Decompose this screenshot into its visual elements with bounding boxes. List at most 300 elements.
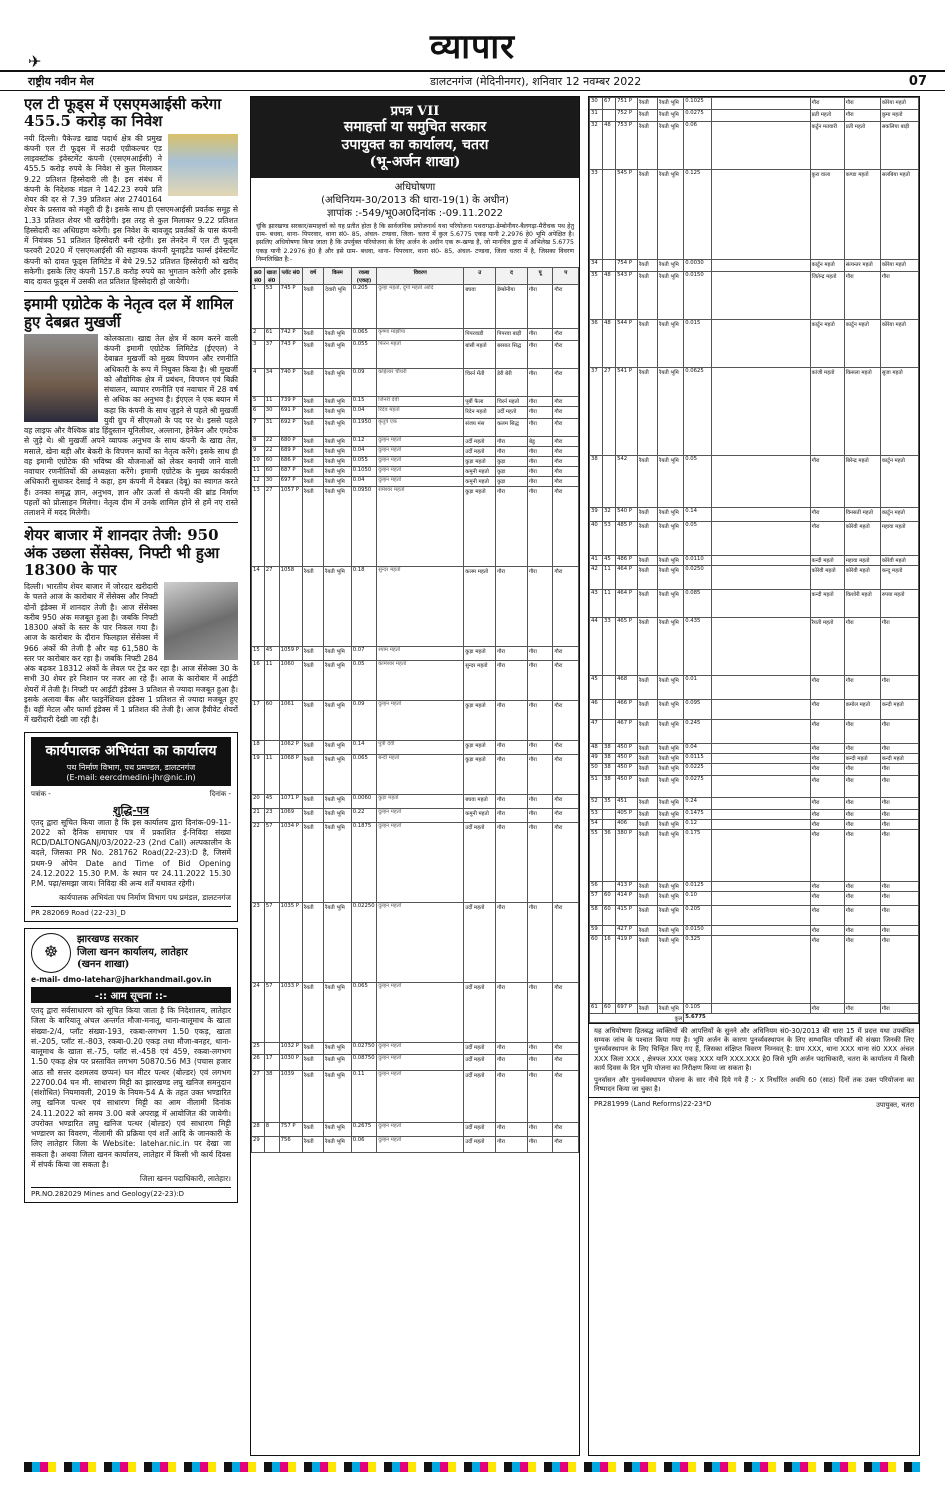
table-cell: गौरा [553, 1137, 579, 1153]
table-cell [712, 170, 810, 260]
table-row [590, 98, 919, 110]
table-row [252, 741, 579, 755]
memo-number: ज्ञापांक :-549/भू0अ0दिनांक :-09.11.2022 [326, 207, 504, 219]
table-cell: 0.14 [684, 508, 712, 522]
table-cell: रैयती भूमि [324, 755, 352, 795]
table-cell: रैयती [638, 508, 658, 522]
table-cell: 450 P [616, 776, 638, 798]
table-cell: 680 P [279, 437, 302, 447]
table-cell: रैयती महतो [810, 618, 844, 676]
table-cell: गौरा [810, 892, 844, 906]
table-cell: 0.04 [351, 407, 376, 419]
table-cell: रैयती [302, 903, 323, 983]
table-cell: 0.12 [684, 820, 712, 830]
footer-text: यह अधियोषणा हितबद्ध व्यक्तियों की आपत्तियों के सुनने और अधिनियम सं0-30/2013 की धारा 15 में प्रदत्त यथा उपबंधित सम्यक जांच के पश्चात किया गया है। भूमि अर्जन के कारण पुनर्व्यवस्थापन के लिए सम्भावित परिवारों की संख्या जिनकी लिए पुनर्व्यवस्थापन के लिए चिन्हित किए गए हैं, जिसका संक्षिप्त विवरण निम्नवत् है: ग्राम XXX, थाना XXX थाना सं0 XXX अंचल XXX जिला XXX , क्षेत्रफल XXX एकड़ XXX यानि XXX.XXX हे0 जिसे भूमि अर्जन पदाधिकारी, चतरा के कार्यालय में किसी कार्य दिवस के दिन भूमि योजना का निरीक्षण किया जा सकता है। [594, 1027, 914, 1072]
table-cell: गौरा [496, 1071, 528, 1123]
table-cell: संत्यन्तर महतो [844, 260, 880, 272]
table-cell: कृष्णा मांझीपा [377, 329, 464, 341]
table-cell: गौरा [553, 457, 579, 467]
table-cell [712, 566, 810, 590]
table-cell: गौरा [553, 823, 579, 903]
table-cell: 0.245 [684, 720, 712, 744]
table-cell: रैयती भूमि [324, 741, 352, 755]
table-row [252, 397, 579, 407]
table-cell: 17 [252, 701, 265, 741]
table-cell: गौरा [496, 823, 528, 903]
table-cell: रैयती भूमि [324, 477, 352, 487]
table-cell: फिरन महतो [377, 341, 464, 369]
table-cell: गौरा [810, 936, 844, 1004]
table-cell: 545 P [616, 170, 638, 260]
table-cell: 0.18 [351, 567, 376, 647]
table-cell: गौरा [810, 754, 844, 764]
table-cell: श्याम महतो [377, 647, 464, 661]
table-cell: गौरा [810, 456, 844, 508]
table-cell: 0.11 [351, 1071, 376, 1123]
table-cell: 59 [590, 926, 603, 936]
table-cell: गौरा [527, 661, 552, 701]
table-cell: रैयती [638, 892, 658, 906]
table-cell: 38 [603, 744, 616, 754]
table-cell: गौरा [527, 903, 552, 983]
table-cell: 38 [590, 456, 603, 508]
table-cell: दुल्हन महतो [377, 983, 464, 1043]
table-cell: गौरा [844, 720, 880, 744]
table-row [252, 447, 579, 457]
table-cell [712, 368, 810, 456]
table-cell: 540 P [616, 508, 638, 522]
table-cell: 22 [264, 447, 279, 457]
ad-footer [31, 906, 231, 917]
table-cell: रैयती [638, 776, 658, 798]
dinank-label: दिनांक - [209, 789, 231, 798]
table-cell: रैयती भूमि [658, 798, 684, 810]
table-row [252, 487, 579, 567]
table-cell: 697 P [279, 477, 302, 487]
gov-name: झारखण्ड सरकार [77, 934, 139, 946]
table-cell: बांसी महतो [464, 341, 496, 369]
table-cell: 3 [252, 341, 265, 369]
table-cell: 414 P [616, 892, 638, 906]
table-cell [712, 798, 810, 810]
table-cell: 697 P [616, 1004, 638, 1014]
table-cell: 29 [252, 1137, 265, 1153]
table-row [252, 457, 579, 467]
table-cell: 30 [264, 477, 279, 487]
table-cell: 450 P [616, 744, 638, 754]
table-row [252, 661, 579, 701]
table-cell: बन्दी महतो [377, 755, 464, 795]
table-cell: कोरेया महतो [880, 98, 918, 110]
table-cell: 0.1475 [684, 810, 712, 820]
table-cell: गौरा [527, 701, 552, 741]
table-cell: रैयती [302, 329, 323, 341]
table-cell: रैयती [638, 566, 658, 590]
table-cell: रैयती [302, 823, 323, 903]
pr-number: PR 282069 Road (22-23)_D [31, 909, 126, 917]
table-cell: 751 P [616, 98, 638, 110]
table-cell: गौरा [844, 764, 880, 776]
table-cell: रैयती भूमि [658, 122, 684, 170]
table-cell: उर्दी महतो [464, 1043, 496, 1055]
print-registration-bar [24, 1462, 920, 1472]
table-cell: कार्टुन महतो [880, 456, 918, 508]
table-cell: गौरा [880, 882, 918, 892]
table-row [252, 823, 579, 903]
table-cell: 57 [590, 892, 603, 906]
table-cell: कुड़ा महतो [464, 457, 496, 467]
table-cell: 0.205 [684, 906, 712, 926]
table-row [252, 477, 579, 487]
table-cell: उर्दी महतो [464, 1123, 496, 1137]
table-cell [264, 1137, 279, 1153]
table-cell: 464 P [616, 590, 638, 618]
table-cell: 53 [264, 285, 279, 329]
table-cell: रैयती भूमि [324, 661, 352, 701]
table-cell: गौरा [527, 329, 552, 341]
table-cell: रैयती [302, 397, 323, 407]
table-cell: 34 [590, 260, 603, 272]
table-cell: 11 [264, 661, 279, 701]
table-cell: रैयती भूमि [324, 903, 352, 983]
table-cell: 2 [252, 329, 265, 341]
table-cell: 0.14 [351, 741, 376, 755]
table-cell: 0.0030 [684, 260, 712, 272]
table-cell: दुल्हन महतो [377, 467, 464, 477]
table-cell [712, 260, 810, 272]
table-cell: 754 P [616, 260, 638, 272]
office-name: उपायुक्त का कार्यालय, चतरा [341, 136, 489, 153]
table-cell: रैयती [302, 407, 323, 419]
table-cell: गौरा [496, 1055, 528, 1071]
ad-reference [31, 790, 231, 799]
table-cell: 0.01 [684, 676, 712, 700]
table-cell: रैयती भूमि [658, 776, 684, 798]
table-row [590, 110, 919, 122]
table-cell: दुल्हन महतो [377, 1137, 464, 1153]
table-cell: उर्दी महतो [464, 1055, 496, 1071]
notice-signature-row [589, 1097, 919, 1111]
article-sensex [24, 527, 238, 725]
table-cell: रैयती भूमि [658, 110, 684, 122]
table-cell: 45 [264, 647, 279, 661]
table-cell: 48 [603, 122, 616, 170]
table-cell: गौरा [527, 467, 552, 477]
table-cell [603, 882, 616, 892]
table-cell: गौरा [880, 676, 918, 700]
table-cell [712, 892, 810, 906]
table-row [590, 122, 919, 170]
table-cell: रैयती [302, 647, 323, 661]
table-cell: डेम्बोनीया [496, 285, 528, 329]
table-cell: रैयती [302, 661, 323, 701]
table-cell: गौरा [810, 820, 844, 830]
table-cell: गौरा [553, 1055, 579, 1071]
table-cell: 11 [603, 590, 616, 618]
article-headline: एल टी फूड्स में एसएमआईसी करेगा 455.5 करोड़ का निवेश [24, 96, 222, 131]
table-cell: 0.0250 [684, 566, 712, 590]
column-header: प्लॉट सं0 [279, 268, 302, 285]
table-cell [712, 98, 810, 110]
table-cell [712, 754, 810, 764]
article-headline: इमामी एग्रोटेक के नेतृत्व दल में शामिल हुए देबब्रत मुखर्जी [24, 295, 234, 331]
table-cell: जितेन्द्र महतो [810, 272, 844, 320]
table-cell: गौरा [527, 823, 552, 903]
table-cell: 38 [264, 1071, 279, 1123]
table-cell [712, 936, 810, 1004]
column-header: द [496, 268, 528, 285]
table-cell: गौरा [553, 661, 579, 701]
table-cell [264, 741, 279, 755]
table-cell: गौरा [810, 676, 844, 700]
table-cell: गौरा [880, 936, 918, 1004]
table-cell: 467 P [616, 720, 638, 744]
table-cell: 0.175 [684, 830, 712, 882]
header-bar [0, 70, 945, 91]
notice-type: अधिघोषणा [394, 181, 436, 193]
table-cell: दुल्हन महतो [377, 457, 464, 467]
table-cell: गौरा [880, 618, 918, 676]
table-cell: 485 P [616, 522, 638, 556]
table-cell: गौरा [553, 419, 579, 437]
table-cell: रैयती [638, 320, 658, 368]
table-cell [603, 720, 616, 744]
table-cell: दुल्हन महतो [377, 903, 464, 983]
table-cell: रैयती भूमि [658, 618, 684, 676]
table-cell: 21 [252, 809, 265, 823]
article-lt-foods [24, 96, 238, 287]
table-cell: कर्टुन मतवारी [810, 122, 844, 170]
table-cell [712, 590, 810, 618]
table-cell: गौरा [844, 892, 880, 906]
table-cell: रैयती भूमि [658, 508, 684, 522]
table-cell: कुरा वाला [810, 170, 844, 260]
dateline: डालटनगंज (मेदिनीनगर), शनिवार 12 नवम्बर 2022 [430, 75, 642, 88]
table-cell: रैयती भूमि [324, 329, 352, 341]
table-row [590, 618, 919, 676]
table-cell: गौरा [527, 397, 552, 407]
table-cell: 57 [264, 823, 279, 903]
table-cell: रैयती भूमि [658, 810, 684, 820]
table-row [590, 590, 919, 618]
table-cell: 0.0275 [684, 110, 712, 122]
table-row [590, 700, 919, 720]
table-cell: गौरा [880, 810, 918, 820]
table-cell: गौरा [553, 1123, 579, 1137]
table-cell: कामेश्वर महतो [377, 661, 464, 701]
table-cell: 15 [252, 647, 265, 661]
table-cell: 466 P [616, 700, 638, 720]
table-row [590, 798, 919, 810]
table-cell: सुन्दर महतो [464, 661, 496, 701]
table-cell: गौरा [496, 647, 528, 661]
table-cell: 0.085 [684, 590, 712, 618]
table-cell: रैयती भूमि [658, 892, 684, 906]
table-cell: 60 [264, 457, 279, 467]
table-cell: गौरा [810, 98, 844, 110]
form-number: प्रपत्र VII [390, 104, 440, 119]
table-cell: 47 [590, 720, 603, 744]
table-row [590, 936, 919, 1004]
table-cell: रैयती भूमि [324, 823, 352, 903]
table-cell: गौरा [553, 487, 579, 567]
table-cell: उर्दी महतो [464, 437, 496, 447]
table-cell: 0.065 [351, 329, 376, 341]
table-cell: 415 P [616, 906, 638, 926]
land-schedule-table [251, 267, 579, 1153]
table-cell: कमुनी महतो [464, 467, 496, 477]
table-cell: 16 [603, 936, 616, 1004]
branch-name: (भू-अर्जन शाखा) [369, 154, 461, 170]
table-cell: रैयती [302, 741, 323, 755]
table-cell: रैयती [302, 419, 323, 437]
table-cell: कोईलार चौधरी [377, 369, 464, 397]
table-cell: 757 P [279, 1123, 302, 1137]
article-body: कोलकाता। खाद्य तेल क्षेत्र में काम करने वाली कंपनी इमामी एग्रोटेक लिमिटेड (ईएएल) ने देबाब्रत मुखर्जी को मुख्य विपणन और रणनीति अधिकारी के रूप में नियुक्त किया है। श्री मुखर्जी को औद्योगिक क्षेत्र में प्रबंधन, विपणन एवं बिक्री संचालन, व्यापार रणनीति एवं नवाचार में 28 वर्ष से अधिक का अनुभव है। ईएएल ने एक बयान में कहा कि कंपनी के साथ जुड़ने से पहले श्री मुखर्जी युवी ग्रुप में सीएमओ के पद पर थे। इससे पहले वह लाइफ और वैश्विक ब्रांड हिंदुस्तान यूनिलीवर, अल्लाना, हेनेकेन और एमटेक से जुड़े थे। श्री मुखर्जी अपने व्यापक अनुभव के साथ कंपनी के खाद्य तेल, मसाले, खेना बड़ी और बेकरी के विपणन कार्यों का नेतृत्व करेंगे। इसके साथ ही वह इमामी एग्रोटेक की भविष्य की योजनाओं को लेकर बनायी जाने वाली नवाचार रणनीतियों की अध्यक्षता करेंगे। इमामी एग्रोटेक के मुख्य कार्यकारी अधिकारी सुधाकर देसाई ने कहा, हम कंपनी में देबब्रत (देबू) का स्वागत करते हैं। उनका समृद्ध ज्ञान, अनुभव, ज्ञान और ऊर्जा से कंपनी की ब्रांड निर्माण पहलों को प्रोत्साहन मिलेगा। नेतृत्व दीम में उनके शामिल होने से हमें नए रास्ते तलाशने में मदद मिलेगी। [24, 333, 238, 517]
table-cell: गौरा [880, 272, 918, 320]
table-cell: 33 [603, 618, 616, 676]
table-cell: 419 P [616, 936, 638, 1004]
mining-office-ad [24, 928, 238, 1203]
table-cell: रैयती [638, 764, 658, 776]
table-cell: 24 [252, 983, 265, 1043]
table-cell: 0.055 [351, 457, 376, 467]
table-cell: रैयती [638, 1004, 658, 1014]
table-cell: 0.0225 [684, 764, 712, 776]
table-cell: 0.0150 [684, 272, 712, 320]
notice-title: शुद्धि-पत्र [112, 803, 149, 817]
table-cell: 0.0125 [684, 882, 712, 892]
table-cell: 1034 P [279, 823, 302, 903]
table-cell: रैयती [638, 700, 658, 720]
column-header: किस्म [324, 268, 352, 285]
table-cell: 12 [252, 477, 265, 487]
table-cell [712, 1004, 810, 1014]
table-cell: गौरा [553, 1071, 579, 1123]
grocery-shelf-photo [168, 134, 238, 196]
table-cell [712, 810, 810, 820]
table-cell: 60 [590, 936, 603, 1004]
table-cell: बघवा महतो [464, 795, 496, 809]
land-schedule-continuation [588, 96, 920, 1456]
left-column [24, 96, 238, 1456]
table-cell: 0.0060 [351, 795, 376, 809]
table-cell [712, 776, 810, 798]
table-cell: उर्दी महतो [496, 407, 528, 419]
table-row [252, 795, 579, 809]
table-cell: गौरा [844, 798, 880, 810]
table-cell: गौरा [844, 98, 880, 110]
table-cell: गौरा [527, 407, 552, 419]
table-cell: रैयती [302, 701, 323, 741]
table-cell: गौरा [810, 798, 844, 810]
table-row [252, 1137, 579, 1153]
notice-title: -:: आम सूचना ::- [31, 987, 231, 1003]
table-cell: 53 [590, 810, 603, 820]
portrait-photo [24, 334, 98, 422]
table-cell: गौरा [527, 419, 552, 437]
table-cell: गौरा [844, 906, 880, 926]
table-cell: दुल्हा महतो, दुर्गा महतो आदि [377, 285, 464, 329]
table-cell [712, 820, 810, 830]
table-cell: रैयती [302, 487, 323, 567]
table-row [590, 744, 919, 754]
table-cell: कुड़ा [496, 457, 528, 467]
table-cell: दुल्हन महतो [377, 701, 464, 741]
table-cell: 0.06 [351, 1137, 376, 1153]
total-label: कुल [590, 1014, 684, 1023]
table-cell: रैयती भूमि [658, 590, 684, 618]
table-cell: 739 P [279, 397, 302, 407]
state-emblem-icon: ☸ [31, 933, 71, 973]
table-cell: कमोल महतो [844, 700, 880, 720]
table-cell: 0.02250 [351, 903, 376, 983]
table-cell [712, 122, 810, 170]
table-cell: 0.055 [351, 341, 376, 369]
table-cell: 61 [590, 1004, 603, 1014]
table-cell: 1062 P [279, 741, 302, 755]
table-cell: 10 [252, 457, 265, 467]
table-cell: 31 [590, 110, 603, 122]
bird-logo-icon: ✈ [28, 52, 42, 71]
table-cell: 541 P [616, 368, 638, 456]
table-cell: 50 [590, 764, 603, 776]
ad-signature: जिला खनन पदाधिकारी, लातेहार। [139, 1174, 231, 1183]
table-cell: 0.24 [684, 798, 712, 810]
table-row [590, 170, 919, 260]
table-cell: गौरा [553, 437, 579, 447]
table-cell: कुमा महतो [880, 110, 918, 122]
table-cell: रामेश्वर महतो [377, 487, 464, 567]
table-cell: रैयती भूमि [658, 936, 684, 1004]
table-cell: 0.10 [684, 892, 712, 906]
table-cell: रैयती [638, 830, 658, 882]
table-cell: गौरा [527, 369, 552, 397]
table-cell: रैयती [302, 341, 323, 369]
table-cell: गौरा [844, 744, 880, 754]
table-cell: गौरा [810, 522, 844, 556]
table-row [590, 926, 919, 936]
table-cell: 27 [603, 368, 616, 456]
table-row [590, 720, 919, 744]
table-cell: 38 [603, 776, 616, 798]
table-cell: 464 P [616, 566, 638, 590]
ad-dept: पथ निर्माण विभाग, पथ प्रमण्डल, डालटनगंज [66, 762, 196, 772]
table-cell: रैयती [638, 936, 658, 1004]
table-cell: रैयती भूमि [658, 170, 684, 260]
table-cell: कन्दी महतो [810, 590, 844, 618]
table-cell: किसला महतो [844, 368, 880, 456]
table-cell: 740 P [279, 369, 302, 397]
table-cell: 0.04 [684, 744, 712, 754]
table-cell: 1061 [279, 701, 302, 741]
table-cell: कोरेवी महतो [810, 566, 844, 590]
table-cell: 1033 P [279, 983, 302, 1043]
table-cell: 17 [264, 1055, 279, 1071]
table-cell: 0.05 [684, 456, 712, 508]
table-row [590, 522, 919, 556]
column-header: उ [464, 268, 496, 285]
table-cell: रैयती [302, 369, 323, 397]
table-cell: 37 [590, 368, 603, 456]
table-row [252, 437, 579, 447]
table-cell: 60 [603, 1004, 616, 1014]
table-cell: रैयती भूमि [658, 764, 684, 776]
table-cell: गौरा [844, 110, 880, 122]
table-cell [603, 676, 616, 700]
column-header: विवरण [377, 268, 464, 285]
table-cell: 1032 P [279, 1043, 302, 1055]
